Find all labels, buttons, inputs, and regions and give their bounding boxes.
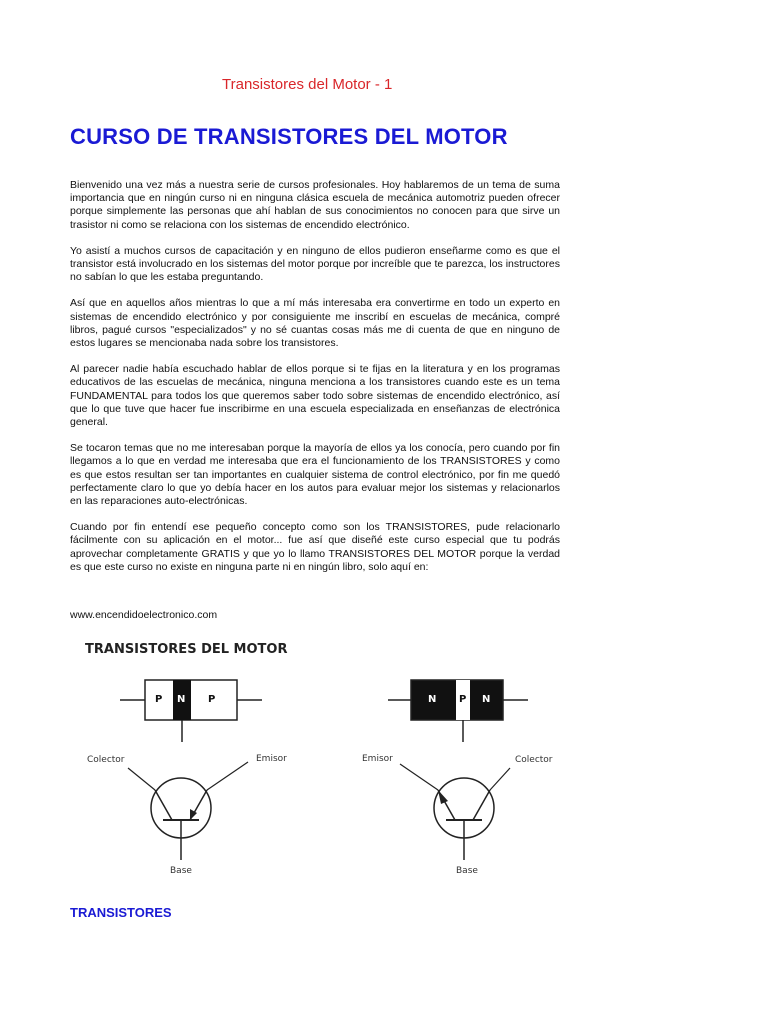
paragraph: Bienvenido una vez más a nuestra serie de cursos profesionales. Hoy hablaremos de un tema de suma importancia que en ningún curso ni en ninguna clásica escuela de mecánica automotriz pueden ofrecer porque simplemente las personas que ahí hablan de sus conocimientos no conocen para que sirve un trasistor ni como se relaciona con los sistemas de encendido electrónico. <box>70 179 560 231</box>
npn-segment-n2: N <box>482 694 491 705</box>
pnp-block <box>120 680 262 742</box>
npn-block <box>388 680 528 742</box>
npn-base-label: Base <box>456 866 478 876</box>
npn-emitter-label: Emisor <box>362 754 393 764</box>
paragraph: Al parecer nadie había escuchado hablar de ellos porque si te fijas en la literatura y en los programas educativos de las escuelas de mecánica, ninguna menciona a los transistores cuando este es un tema FUNDAMENTAL para todos los que queremos saber todo sobre sistemas de encendido electrónico, así que lo que tuve que hacer fue inscribirme en una escuela especializada en enseñanzas de electrónica general. <box>70 363 560 429</box>
pnp-emitter-label: Emisor <box>256 754 287 764</box>
pnp-segment-n: N <box>177 694 186 705</box>
pnp-collector-label: Colector <box>87 755 125 765</box>
section-title: TRANSISTORES <box>70 905 172 920</box>
paragraph: Cuando por fin entendí ese pequeño concepto como son los TRANSISTORES, pude relacionarlo fácilmente con su aplicación en el motor... fue así que diseñé este curso especial que tu podrás aprovechar completamente GRATIS y que yo lo llamo TRANSISTORES DEL MOTOR porque la verdad es que este curso no existe en ninguna parte ni en ningún libro, solo aquí en: <box>70 521 560 573</box>
pnp-segment-p2: P <box>208 694 216 705</box>
npn-segment-p: P <box>459 694 467 705</box>
figure-title: TRANSISTORES DEL MOTOR <box>85 642 288 657</box>
paragraph: Se tocaron temas que no me interesaban porque la mayoría de ellos ya los conocía, pero cuando por fin llegamos a lo que en verdad me interesaba que era el funcionamiento de los TRANSISTORES y como es que estos resultan ser tan importantes en cualquier sistema de control electrónico, por fin me quedó perfectamente claro lo que yo debía hacer en los autos para evaluar mejor los sistemas y relacionarlos en las reparaciones auto-electrónicas. <box>70 442 560 508</box>
header-title: Transistores del Motor - 1 <box>222 76 393 93</box>
website-link[interactable]: www.encendidoelectronico.com <box>70 609 218 621</box>
pnp-base-label: Base <box>170 866 192 876</box>
paragraph: Yo asistí a muchos cursos de capacitación y en ninguno de ellos pudieron enseñarme como es que el transistor está involucrado en los sistemas del motor porque por increíble que te parezca, los instructores no sabían lo que les estaba preguntando. <box>70 244 560 284</box>
npn-symbol <box>400 764 510 860</box>
npn-segment-n1: N <box>428 694 437 705</box>
npn-collector-label: Colector <box>515 755 553 765</box>
pnp-symbol <box>128 762 248 860</box>
page-title: CURSO DE TRANSISTORES DEL MOTOR <box>70 124 508 149</box>
pnp-segment-p1: P <box>155 694 163 705</box>
paragraph: Así que en aquellos años mientras lo que a mí más interesaba era convertirme en todo un experto en sistemas de encendido electrónico y por consiguiente me inscribí en escuelas de mecánica, compré libros, pagué cursos "especializados" y no sé cuantas cosas más me di cuenta de que en ninguno de estos lugares se mencionaba nada sobre los transistores. <box>70 297 560 350</box>
